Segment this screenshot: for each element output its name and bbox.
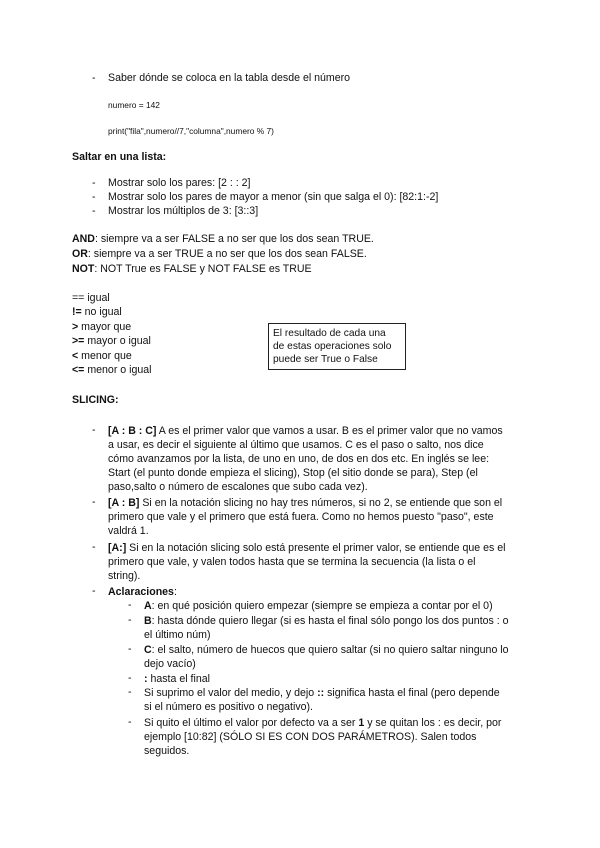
bullet-dash: - <box>92 496 96 508</box>
sub-key: : <box>144 673 148 685</box>
operator-text: mayor o igual <box>84 335 151 347</box>
sub-text: : en qué posición quiero empezar (siempre se empieza a contar por el 0) <box>151 600 493 612</box>
operator-symbol: < <box>72 350 79 362</box>
sub-key: C <box>144 644 152 656</box>
slicing-text: paso,salto o número de escalones que subo cada vez). <box>108 481 368 493</box>
operator-text: igual <box>84 292 110 304</box>
sub-text: seguidos. <box>144 745 190 757</box>
sub-bullet-dash: - <box>128 672 132 684</box>
list-item: Mostrar solo los pares de mayor a menor (sin que salga el 0): [82:1:-2] <box>108 191 439 203</box>
slicing-item-a <box>108 541 505 583</box>
code-line-1: numero = 142 <box>108 100 160 110</box>
sub-item-b <box>144 614 509 642</box>
sub-text: el último núm) <box>144 629 211 641</box>
sub-item-last <box>144 716 501 758</box>
slicing-heading: SLICING: <box>72 394 119 406</box>
lists-heading: Saltar en una lista: <box>72 151 167 163</box>
sub-bullet-dash: - <box>128 599 132 611</box>
bullet-dash: - <box>92 72 96 84</box>
slicing-text: valdrá 1. <box>108 525 149 537</box>
list-item: Mostrar los múltiplos de 3: [3::3] <box>108 205 259 217</box>
intro-item: Saber dónde se coloca en la tabla desde el número <box>108 72 351 84</box>
sub-bullet-dash: - <box>128 716 132 728</box>
sub-text: : el salto, número de huecos que quiero saltar (si no quiero saltar ninguno lo <box>151 644 509 656</box>
operator-symbol: == <box>72 292 85 304</box>
operator-row <box>72 334 151 348</box>
sub-item-colon <box>144 672 210 686</box>
sub-text: ejemplo [10:82] (SÓLO SI ES CON DOS PARÁMETROS). Salen todos <box>144 731 477 743</box>
sub-item-a <box>144 599 493 613</box>
note-line: de estas operaciones solo <box>273 341 392 352</box>
sub-text: Si quito el último el valor por defecto va a ser <box>144 717 359 729</box>
slicing-key: [A : B] <box>108 497 140 509</box>
slicing-text: cómo avanzamos por la lista, de uno en uno, de dos en dos etc. En inglés se lee: <box>108 453 490 465</box>
list-item: Mostrar solo los pares: [2 : : 2] <box>108 177 251 189</box>
operator-text: no igual <box>81 306 122 318</box>
operator-symbol: > <box>72 321 79 333</box>
operator-text: mayor que <box>78 321 132 333</box>
slicing-text: Start (el punto donde empieza el slicing), Stop (el sitio donde se para), Step (el <box>108 467 478 479</box>
logic-text: : siempre va a ser TRUE a no ser que los dos sean FALSE. <box>87 248 367 260</box>
code-line-2: print("fila",numero//7,"columna",numero % 7) <box>108 126 274 136</box>
slicing-text: primero que vale y el primero que está fuera. Como no hemos puesto "paso", este <box>108 511 494 523</box>
slicing-key: [A : B : C] <box>108 425 157 437</box>
bullet-dash: - <box>92 177 96 189</box>
slicing-text: Si en la notación slicing solo está presente el primer valor, se entiende que es el <box>126 542 506 554</box>
logic-key: AND <box>72 233 95 245</box>
sub-text: dejo vacío) <box>144 658 196 670</box>
bullet-dash: - <box>92 424 96 436</box>
sub-text: si el número es positivo o negativo). <box>144 701 313 713</box>
sub-text: hasta el final <box>147 673 210 685</box>
operator-row <box>72 349 132 363</box>
note-line: El resultado de cada una <box>273 328 386 339</box>
operator-row <box>72 305 122 319</box>
bullet-dash: - <box>92 205 96 217</box>
sub-bullet-dash: - <box>128 643 132 655</box>
logic-or <box>72 247 367 261</box>
slicing-text: a usar, es decir el siguiente al último que usamos. C es el paso o salto, nos dice <box>108 439 484 451</box>
logic-key: OR <box>72 248 88 260</box>
bullet-dash: - <box>92 585 96 597</box>
sub-key: 1 <box>358 717 365 729</box>
slicing-text: A es el primer valor que vamos a usar. B es el primer valor que no vamos <box>156 425 503 437</box>
operator-row <box>72 363 152 377</box>
sub-key: B <box>144 615 152 627</box>
sub-bullet-dash: - <box>128 686 132 698</box>
aclaraciones-label: Aclaraciones <box>108 586 174 598</box>
operator-row <box>72 320 131 334</box>
sub-key: :: <box>317 687 325 699</box>
operator-symbol: <= <box>72 364 85 376</box>
sub-text: : hasta dónde quiero llegar (si es hasta el final sólo pongo los dos puntos : o <box>151 615 509 627</box>
operator-symbol: >= <box>72 335 85 347</box>
logic-and <box>72 232 374 246</box>
bullet-dash: - <box>92 541 96 553</box>
slicing-item-ab <box>108 496 502 538</box>
logic-text: : NOT True es FALSE y NOT FALSE es TRUE <box>94 263 312 275</box>
operator-text: menor o igual <box>84 364 152 376</box>
sub-text: y se quitan los : es decir, por <box>364 717 502 729</box>
slicing-item-abc <box>108 424 503 494</box>
slicing-key: [A:] <box>108 542 127 554</box>
sub-text: significa hasta el final (pero depende <box>324 687 500 699</box>
operator-text: menor que <box>78 350 132 362</box>
slicing-item-aclaraciones <box>108 585 177 599</box>
sub-key: A <box>144 600 152 612</box>
slicing-text: Si en la notación slicing no hay tres números, si no 2, se entiende que son el <box>139 497 503 509</box>
slicing-text: primero que vale, y valen todos hasta que se termina la secuencia (la lista o el <box>108 556 476 568</box>
operator-row <box>72 291 110 305</box>
aclaraciones-suffix: : <box>173 586 177 598</box>
note-line: puede ser True o False <box>273 354 378 365</box>
sub-text: Si suprimo el valor del medio, y dejo <box>144 687 318 699</box>
sub-bullet-dash: - <box>128 614 132 626</box>
logic-text: : siempre va a ser FALSE a no ser que los dos sean TRUE. <box>94 233 374 245</box>
note-box <box>268 323 406 370</box>
bullet-dash: - <box>92 191 96 203</box>
sub-item-middle <box>144 686 500 714</box>
slicing-text: string). <box>108 570 141 582</box>
logic-key: NOT <box>72 263 95 275</box>
sub-item-c <box>144 643 509 671</box>
logic-not <box>72 262 312 276</box>
operator-symbol: != <box>72 306 82 318</box>
